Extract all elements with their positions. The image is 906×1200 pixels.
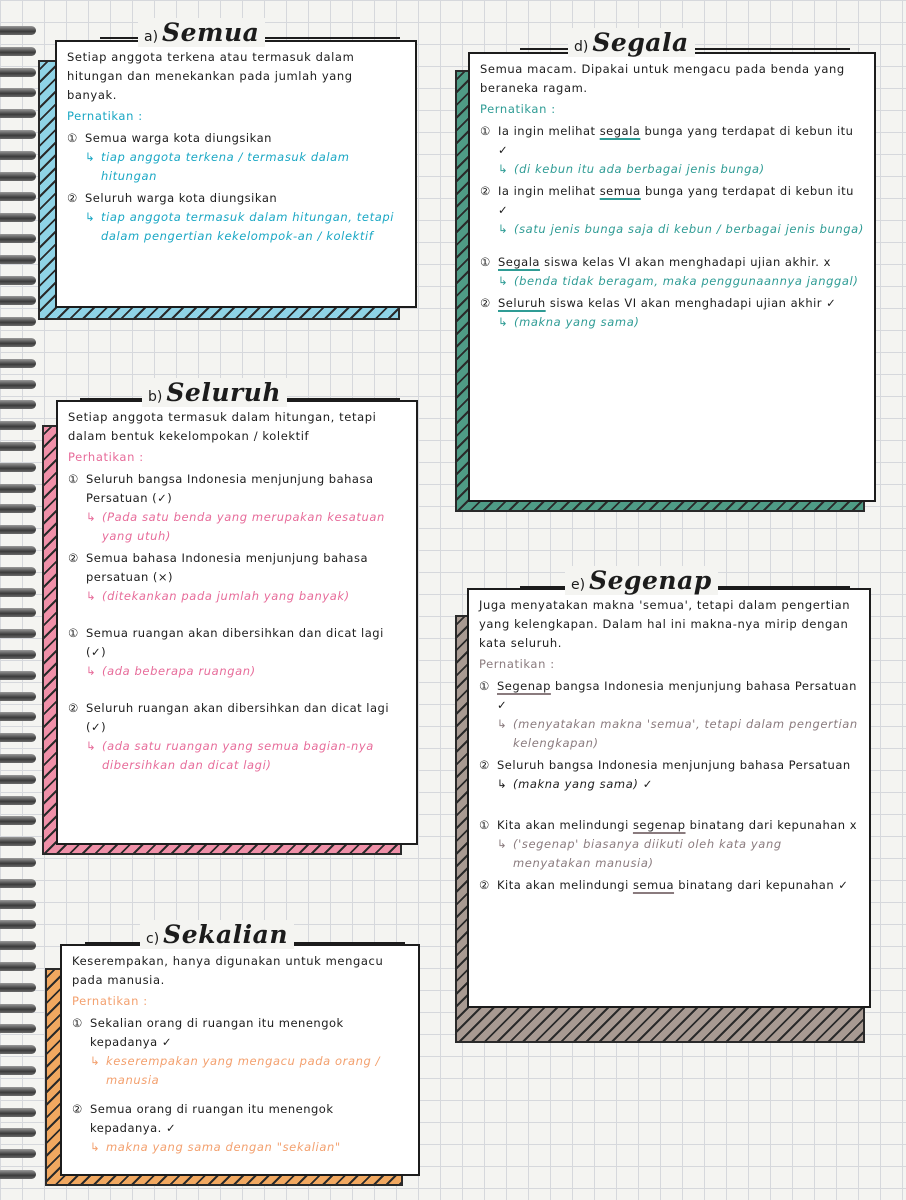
spiral-ring [0,1045,36,1054]
spiral-binding [0,26,38,1196]
spiral-ring [0,629,36,638]
arrow-icon: ↳ [90,1054,101,1068]
spiral-ring [0,151,36,160]
spiral-ring [0,837,36,846]
spiral-ring [0,1108,36,1117]
segala-item-2: ② Ia ingin melihat semua bunga yang terdapat di kebun itu ✓ ↳ (satu jenis bunga saja di kebun / berbagai jenis bunga) [480,182,864,239]
segala-note-label: Pernatikan : [480,102,556,116]
arrow-icon: ↳ [85,210,96,224]
spiral-ring [0,1149,36,1158]
segenap-item-4: ② Kita akan melindungi semua binatang dari kepunahan ✓ [479,878,849,892]
spiral-ring [0,296,36,305]
spiral-ring [0,525,36,534]
spiral-ring [0,733,36,742]
arrow-icon: ↳ [497,777,508,791]
spiral-ring [0,588,36,597]
spiral-ring [0,546,36,555]
spiral-ring [0,650,36,659]
seluruh-item-2: ② Semua bahasa Indonesia menjunjung bahasa persatuan (×) ↳ (ditekankan pada jumlah yang banyak) [68,549,406,606]
segala-heading: Segala [592,28,689,57]
spiral-ring [0,192,36,201]
spiral-ring [0,1170,36,1179]
segala-definition: Semua macam. Dipakai untuk mengacu pada benda yang beraneka ragam. [480,62,845,95]
arrow-icon: ↳ [498,315,509,329]
spiral-ring [0,380,36,389]
spiral-ring [0,712,36,721]
sekalian-definition: Keserempakan, hanya digunakan untuk mengacu pada manusia. [72,954,384,987]
arrow-icon: ↳ [85,150,96,164]
spiral-ring [0,338,36,347]
arrow-icon: ↳ [86,664,97,678]
spiral-ring [0,816,36,825]
spiral-ring [0,68,36,77]
sekalian-card [60,944,420,1176]
spiral-ring [0,941,36,950]
semua-title: a) Semua [138,18,265,47]
spiral-ring [0,463,36,472]
spiral-ring [0,255,36,264]
segenap-item-1: ① Segenap bangsa Indonesia menjunjung bahasa Persatuan ✓ ↳ (menyatakan makna 'semua', tetapi dalam pengertian kelengkapan) [479,677,859,753]
spiral-ring [0,400,36,409]
spiral-ring [0,442,36,451]
seluruh-title: b) Seluruh [142,378,287,407]
spiral-ring [0,276,36,285]
spiral-ring [0,172,36,181]
spiral-ring [0,608,36,617]
spiral-ring [0,504,36,513]
segala-item-3: ① Segala siswa kelas VI akan menghadapi ujian akhir. x ↳ (benda tidak beragam, maka penggunaannya janggal) [480,253,864,291]
arrow-icon: ↳ [90,1140,101,1154]
spiral-ring [0,484,36,493]
segenap-item-3: ① Kita akan melindungi segenap binatang dari kepunahan x ↳ ('segenap' biasanya diikuti oleh kata yang menyatakan manusia) [479,816,859,873]
segala-title: d) Segala [568,28,695,57]
spiral-ring [0,692,36,701]
segala-item-4: ② Seluruh siswa kelas VI akan menghadapi ujian akhir ✓ ↳ (makna yang sama) [480,294,864,332]
seluruh-item-1: ① Seluruh bangsa Indonesia menjunjung bahasa Persatuan (✓) ↳ (Pada satu benda yang merupakan kesatuan yang utuh) [68,470,406,546]
seluruh-heading: Seluruh [166,378,282,407]
arrow-icon: ↳ [497,717,508,731]
spiral-ring [0,858,36,867]
segenap-note-label: Pernatikan : [479,657,555,671]
spiral-ring [0,1024,36,1033]
sekalian-heading: Sekalian [163,920,289,949]
segenap-definition: Juga menyatakan makna 'semua', tetapi dalam pengertian yang kelengkapan. Dalam hal ini makna-nya mirip dengan kata seluruh. [479,598,851,650]
seluruh-item-4: ② Seluruh ruangan akan dibersihkan dan dicat lagi (✓) ↳ (ada satu ruangan yang semua bagian-nya dibersihkan dan dicat lagi) [68,699,406,775]
arrow-icon: ↳ [86,739,97,753]
sekalian-item-1: ① Sekalian orang di ruangan itu menengok kepadanya ✓ ↳ keserempakan yang mengacu pada orang / manusia [72,1014,408,1090]
seluruh-card [56,400,418,845]
seluruh-note-label: Perhatikan : [68,450,144,464]
arrow-icon: ↳ [498,222,509,236]
sekalian-title: c) Sekalian [140,920,294,949]
spiral-ring [0,359,36,368]
spiral-ring [0,900,36,909]
seluruh-item-3: ① Semua ruangan akan dibersihkan dan dicat lagi (✓) ↳ (ada beberapa ruangan) [68,624,406,681]
spiral-ring [0,1066,36,1075]
arrow-icon: ↳ [86,510,97,524]
spiral-ring [0,567,36,576]
spiral-ring [0,130,36,139]
arrow-icon: ↳ [498,162,509,176]
spiral-ring [0,317,36,326]
spiral-ring [0,88,36,97]
spiral-ring [0,47,36,56]
semua-note-label: Pernatikan : [67,109,143,123]
semua-definition: Setiap anggota terkena atau termasuk dalam hitungan dan menekankan pada jumlah yang banyak. [67,50,355,102]
segenap-card [467,588,871,1008]
spiral-ring [0,234,36,243]
spiral-ring [0,962,36,971]
spiral-ring [0,109,36,118]
arrow-icon: ↳ [498,274,509,288]
semua-item-1: ① Semua warga kota diungsikan ↳ tiap anggota terkena / termasuk dalam hitungan [67,129,405,186]
spiral-ring [0,213,36,222]
spiral-ring [0,796,36,805]
semua-heading: Semua [162,18,260,47]
spiral-ring [0,754,36,763]
spiral-ring [0,671,36,680]
spiral-ring [0,983,36,992]
spiral-ring [0,920,36,929]
semua-card [55,40,417,308]
seluruh-definition: Setiap anggota termasuk dalam hitungan, tetapi dalam bentuk kekelompokan / kolektif [68,410,377,443]
spiral-ring [0,1128,36,1137]
spiral-ring [0,421,36,430]
spiral-ring [0,26,36,35]
spiral-ring [0,1004,36,1013]
spiral-ring [0,1087,36,1096]
segala-card [468,52,876,502]
spiral-ring [0,879,36,888]
arrow-icon: ↳ [497,837,508,851]
segenap-item-2: ② Seluruh bangsa Indonesia menjunjung bahasa Persatuan ↳ (makna yang sama) ✓ [479,756,859,794]
arrow-icon: ↳ [86,589,97,603]
sekalian-item-2: ② Semua orang di ruangan itu menengok kepadanya. ✓ ↳ makna yang sama dengan "sekalian" [72,1100,408,1157]
segenap-heading: Segenap [589,566,712,595]
semua-item-2: ② Seluruh warga kota diungsikan ↳ tiap anggota termasuk dalam hitungan, tetapi dalam pengertian kekelompok-an / kolektif [67,189,405,246]
segenap-title: e) Segenap [565,566,718,595]
segala-item-1: ① Ia ingin melihat segala bunga yang terdapat di kebun itu ✓ ↳ (di kebun itu ada berbagai jenis bunga) [480,122,864,179]
sekalian-note-label: Pernatikan : [72,994,148,1008]
spiral-ring [0,775,36,784]
